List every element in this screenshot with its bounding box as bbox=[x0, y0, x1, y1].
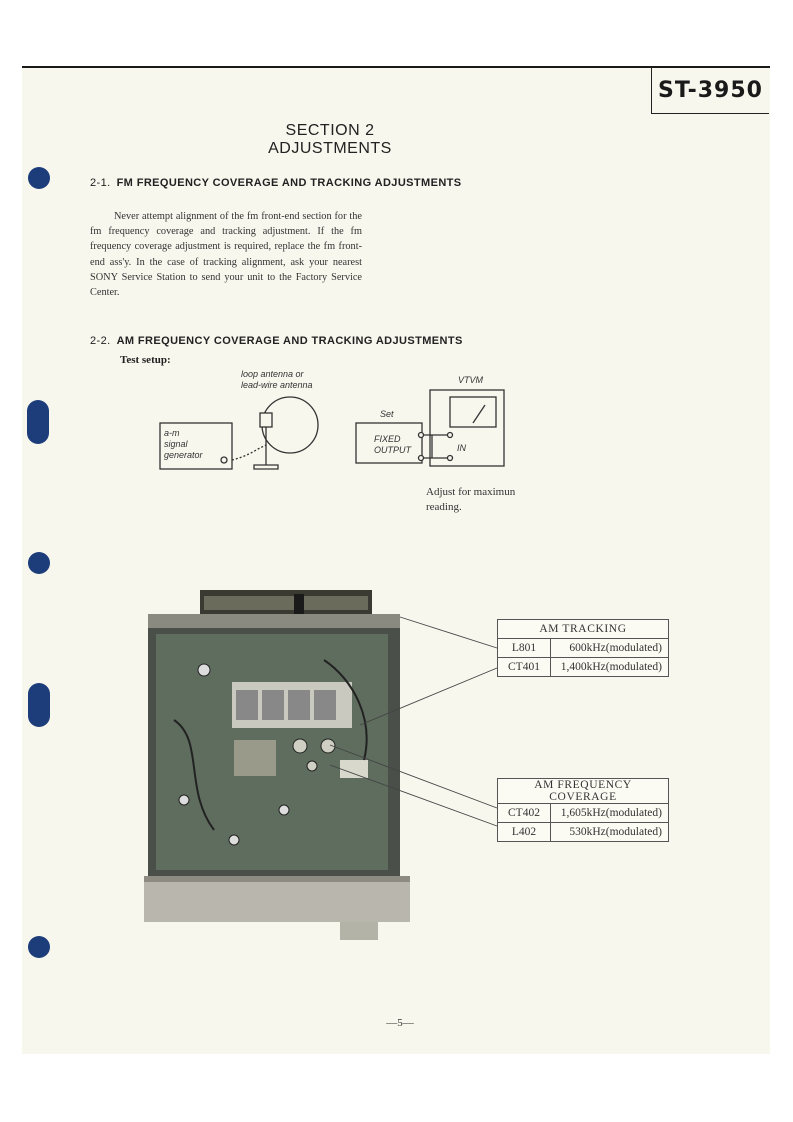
in-label: IN bbox=[457, 443, 466, 453]
am-tracking-title: AM TRACKING bbox=[498, 620, 669, 639]
antenna-label-2: lead-wire antenna bbox=[241, 380, 313, 390]
generator-label-3: generator bbox=[164, 450, 203, 460]
page-number: —5— bbox=[386, 1017, 414, 1029]
am-heading-number: 2-2. bbox=[90, 335, 111, 347]
section-subtitle: ADJUSTMENTS bbox=[268, 140, 392, 157]
table-row bbox=[498, 658, 669, 677]
table-row bbox=[498, 823, 669, 842]
model-number: ST-3950 bbox=[651, 67, 769, 114]
am-coverage-title: AM FREQUENCY COVERAGE bbox=[498, 779, 669, 804]
fm-paragraph: Never attempt alignment of the fm front-end section for the fm frequency coverage and tracking adjustment. If the fm frequency coverage adjustment is required, replace the fm front-end ass'y. In the case of tracking alignment, ask your nearest SONY Service Station to send your unit to the Factory Service Center. bbox=[90, 211, 362, 299]
value-cell: 530kHz(modulated) bbox=[551, 823, 669, 842]
generator-label-1: a-m bbox=[164, 428, 180, 438]
table-row bbox=[498, 804, 669, 823]
fm-heading-text: FM FREQUENCY COVERAGE AND TRACKING ADJUSTMENTS bbox=[116, 177, 462, 189]
generator-label-2: signal bbox=[164, 439, 188, 449]
fm-heading-number: 2-1. bbox=[90, 177, 111, 189]
value-cell: 1,400kHz(modulated) bbox=[551, 658, 669, 677]
am-tracking-table bbox=[497, 619, 669, 677]
am-heading-text: AM FREQUENCY COVERAGE AND TRACKING ADJUSTMENTS bbox=[116, 335, 463, 347]
adjust-note: Adjust for maximun reading. bbox=[426, 486, 516, 513]
test-setup-label: Test setup: bbox=[120, 354, 171, 366]
part-cell: CT401 bbox=[498, 658, 551, 677]
set-label: Set bbox=[380, 409, 394, 419]
antenna-label-1: loop antenna or bbox=[241, 369, 304, 379]
section-title: SECTION 2 bbox=[285, 122, 375, 139]
table-row bbox=[498, 639, 669, 658]
output-label: OUTPUT bbox=[374, 445, 411, 455]
vtvm-label: VTVM bbox=[458, 375, 484, 385]
fixed-label: FIXED bbox=[374, 434, 401, 444]
part-cell: CT402 bbox=[498, 804, 551, 823]
value-cell: 1,605kHz(modulated) bbox=[551, 804, 669, 823]
part-cell: L402 bbox=[498, 823, 551, 842]
part-cell: L801 bbox=[498, 639, 551, 658]
value-cell: 600kHz(modulated) bbox=[551, 639, 669, 658]
am-coverage-table bbox=[497, 778, 669, 842]
